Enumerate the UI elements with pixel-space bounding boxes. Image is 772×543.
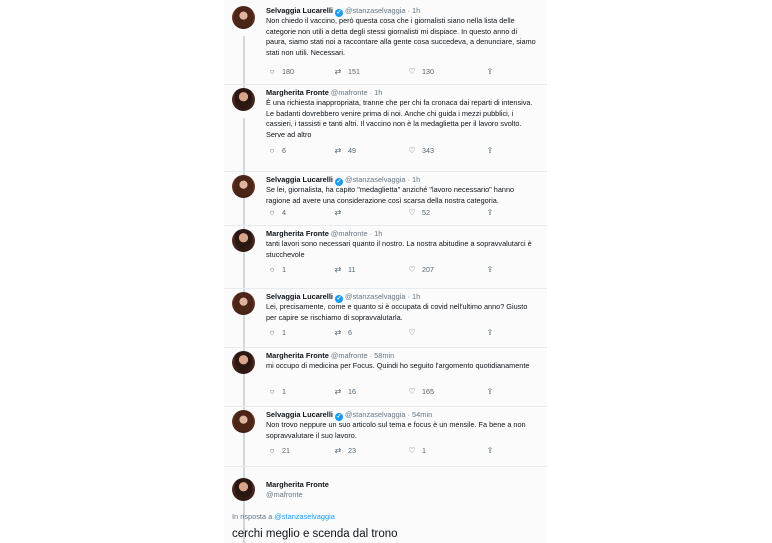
replies-count: 4	[282, 208, 286, 217]
tweet-divider	[224, 84, 547, 85]
likes-count: 130	[422, 67, 434, 76]
heart-icon: ♡	[408, 67, 416, 76]
author-name[interactable]: Selvaggia Lucarelli	[266, 175, 333, 184]
retweet-icon: ⇄	[334, 328, 342, 337]
author-name[interactable]: Margherita Fronte	[266, 229, 329, 238]
author-name[interactable]: Margherita Fronte	[266, 88, 329, 97]
author-handle[interactable]: @stanzaselvaggia	[344, 292, 406, 301]
reply-button[interactable]	[266, 66, 294, 77]
retweet-icon: ⇄	[334, 208, 342, 217]
retweet-button[interactable]	[332, 145, 356, 156]
tweet-text: mi occupo di medicina per Focus. Quindi ho seguito l'argomento quotidianamente	[266, 361, 530, 370]
retweets-count: 151	[348, 67, 360, 76]
likes-count: 52	[422, 208, 430, 217]
retweet-icon: ⇄	[334, 446, 342, 455]
share-icon: ⇪	[486, 387, 494, 396]
tweet-actions	[266, 386, 516, 397]
tweet-actions	[266, 445, 516, 456]
author-handle[interactable]: @mafronte	[330, 88, 368, 97]
tweet-divider	[224, 288, 547, 289]
avatar[interactable]	[232, 292, 255, 315]
author-name[interactable]: Selvaggia Lucarelli	[266, 410, 333, 419]
tweet-text: Non trovo neppure un suo articolo sul tema e focus è un mensile. Fa bene a non sopravvalutare il suo lavoro.	[266, 420, 526, 440]
retweet-icon: ⇄	[334, 67, 342, 76]
reply-icon: ○	[269, 146, 275, 155]
tweet-divider	[224, 466, 547, 467]
reply-button[interactable]	[266, 264, 286, 275]
tweet-timestamp[interactable]: · 1h	[369, 88, 383, 97]
tweet-timestamp[interactable]: · 54min	[407, 410, 433, 419]
reply-context	[232, 512, 335, 521]
thread-connector-line	[243, 36, 245, 88]
tweet-text: Lei, precisamente, come e quanto si è occupata di covid nell'ultimo anno? Giusto per capire se rischiamo di sopravvalutarla.	[266, 302, 528, 322]
tweet-timestamp[interactable]: · 1h	[407, 6, 421, 15]
tweet-divider	[224, 225, 547, 226]
retweet-icon: ⇄	[334, 387, 342, 396]
retweet-icon: ⇄	[334, 265, 342, 274]
reply-button[interactable]	[266, 145, 286, 156]
replies-count: 1	[282, 328, 286, 337]
reply-icon: ○	[269, 67, 275, 76]
heart-icon: ♡	[408, 146, 416, 155]
reply-icon: ○	[269, 387, 275, 396]
author-handle[interactable]: @stanzaselvaggia	[344, 6, 406, 15]
reply-icon: ○	[269, 446, 275, 455]
avatar[interactable]	[232, 88, 255, 111]
retweet-button[interactable]	[332, 66, 360, 77]
retweet-icon: ⇄	[334, 146, 342, 155]
share-button[interactable]	[484, 207, 496, 218]
tweet-header	[266, 88, 382, 98]
avatar[interactable]	[232, 6, 255, 29]
tweet-text: Non chiedo il vaccino, però questa cosa che i giornalisti siano nella lista delle categorie non utili a detta degli stessi giornalisti mi dispiace. In questo anno di paura, siamo stati noi a raccontare alla gente cosa succedeva, a denunciare, siamo stati non utili. Necessari.	[266, 16, 536, 58]
tweet-divider	[224, 406, 547, 407]
likes-count: 165	[422, 387, 434, 396]
verified-badge-icon: ✓	[336, 179, 342, 185]
avatar[interactable]	[232, 478, 255, 501]
retweet-button[interactable]	[332, 264, 355, 275]
share-icon: ⇪	[486, 146, 494, 155]
like-button[interactable]	[406, 327, 422, 338]
replies-count: 6	[282, 146, 286, 155]
like-button[interactable]	[406, 145, 434, 156]
share-button[interactable]	[484, 445, 496, 456]
share-button[interactable]	[484, 66, 496, 77]
like-button[interactable]	[406, 66, 434, 77]
author-name[interactable]: Selvaggia Lucarelli	[266, 6, 333, 15]
author-name[interactable]: Margherita Fronte	[266, 480, 329, 489]
avatar[interactable]	[232, 351, 255, 374]
tweet-divider	[224, 347, 547, 348]
retweets-count: 6	[348, 328, 352, 337]
verified-badge-icon: ✓	[336, 296, 342, 302]
verified-badge-icon: ✓	[336, 414, 342, 420]
heart-icon: ♡	[408, 328, 416, 337]
tweet-actions	[266, 207, 516, 218]
share-button[interactable]	[484, 327, 496, 338]
final-tweet-text: cerchi meglio e scenda dal trono	[232, 528, 398, 540]
tweet-text: tanti lavori sono necessari quanto il nostro. La nostra abitudine a sopravvalutarci è stucchevole	[266, 239, 532, 259]
tweet-actions	[266, 264, 516, 275]
tweet-header	[266, 229, 382, 239]
tweet-timestamp[interactable]: · 1h	[407, 175, 421, 184]
retweets-count: 49	[348, 146, 356, 155]
reply-mention-link[interactable]: @stanzaselvaggia	[274, 512, 335, 521]
reply-icon: ○	[269, 208, 275, 217]
tweet-timestamp[interactable]: · 1h	[407, 292, 421, 301]
heart-icon: ♡	[408, 208, 416, 217]
replies-count: 21	[282, 446, 290, 455]
like-button[interactable]	[406, 264, 434, 275]
likes-count: 1	[422, 446, 426, 455]
tweet-divider	[224, 171, 547, 172]
share-button[interactable]	[484, 145, 496, 156]
share-icon: ⇪	[486, 446, 494, 455]
heart-icon: ♡	[408, 446, 416, 455]
tweet-header	[266, 351, 394, 361]
author-handle[interactable]: @mafronte	[330, 229, 368, 238]
tweet-actions	[266, 145, 516, 156]
tweet-text: È una richiesta inappropriata, tranne che per chi fa cronaca dai reparti di intensiva. Le badanti dovrebbero venire prima di noi. Anche chi guida i mezzi pubblici, i cassieri, i tassisti e tanti altri. Il vaccino non è la medaglietta per il lavoro svolto. Serve ad altro	[266, 98, 533, 140]
avatar[interactable]	[232, 175, 255, 198]
tweet-text: Se lei, giornalista, ha capito "medaglietta" anziché "lavoro necessario" hanno ragione ad avere una considerazione così scarsa della nostra categoria.	[266, 185, 515, 205]
tweet-actions	[266, 66, 516, 77]
retweet-button[interactable]	[332, 386, 356, 397]
avatar[interactable]	[232, 229, 255, 252]
retweet-button[interactable]	[332, 207, 348, 218]
share-button[interactable]	[484, 386, 496, 397]
replies-count: 1	[282, 387, 286, 396]
share-icon: ⇪	[486, 208, 494, 217]
retweet-button[interactable]	[332, 327, 352, 338]
like-button[interactable]	[406, 207, 430, 218]
author-handle[interactable]: @mafronte	[266, 490, 303, 499]
tweet-thread	[224, 0, 547, 543]
retweets-count: 23	[348, 446, 356, 455]
replies-count: 1	[282, 265, 286, 274]
share-icon: ⇪	[486, 328, 494, 337]
replies-count: 180	[282, 67, 294, 76]
author-name[interactable]: Margherita Fronte	[266, 351, 329, 360]
share-icon: ⇪	[486, 67, 494, 76]
heart-icon: ♡	[408, 265, 416, 274]
reply-prefix: In risposta a	[232, 512, 273, 521]
reply-button[interactable]	[266, 327, 286, 338]
retweets-count: 16	[348, 387, 356, 396]
retweet-button[interactable]	[332, 445, 356, 456]
reply-icon: ○	[269, 265, 275, 274]
verified-badge-icon: ✓	[336, 10, 342, 16]
avatar[interactable]	[232, 410, 255, 433]
tweet-actions	[266, 327, 516, 338]
likes-count: 343	[422, 146, 434, 155]
author-handle[interactable]: @stanzaselvaggia	[344, 175, 406, 184]
reply-icon: ○	[269, 328, 275, 337]
tweet-timestamp[interactable]: · 58min	[369, 351, 395, 360]
author-handle[interactable]: @mafronte	[330, 351, 368, 360]
heart-icon: ♡	[408, 387, 416, 396]
reply-button[interactable]	[266, 207, 286, 218]
like-button[interactable]	[406, 445, 426, 456]
reply-button[interactable]	[266, 386, 286, 397]
share-icon: ⇪	[486, 265, 494, 274]
share-button[interactable]	[484, 264, 496, 275]
likes-count: 207	[422, 265, 434, 274]
retweets-count: 11	[348, 265, 356, 274]
author-name[interactable]: Selvaggia Lucarelli	[266, 292, 333, 301]
reply-button[interactable]	[266, 445, 290, 456]
like-button[interactable]	[406, 386, 434, 397]
tweet-timestamp[interactable]: · 1h	[369, 229, 383, 238]
author-handle[interactable]: @stanzaselvaggia	[344, 410, 406, 419]
